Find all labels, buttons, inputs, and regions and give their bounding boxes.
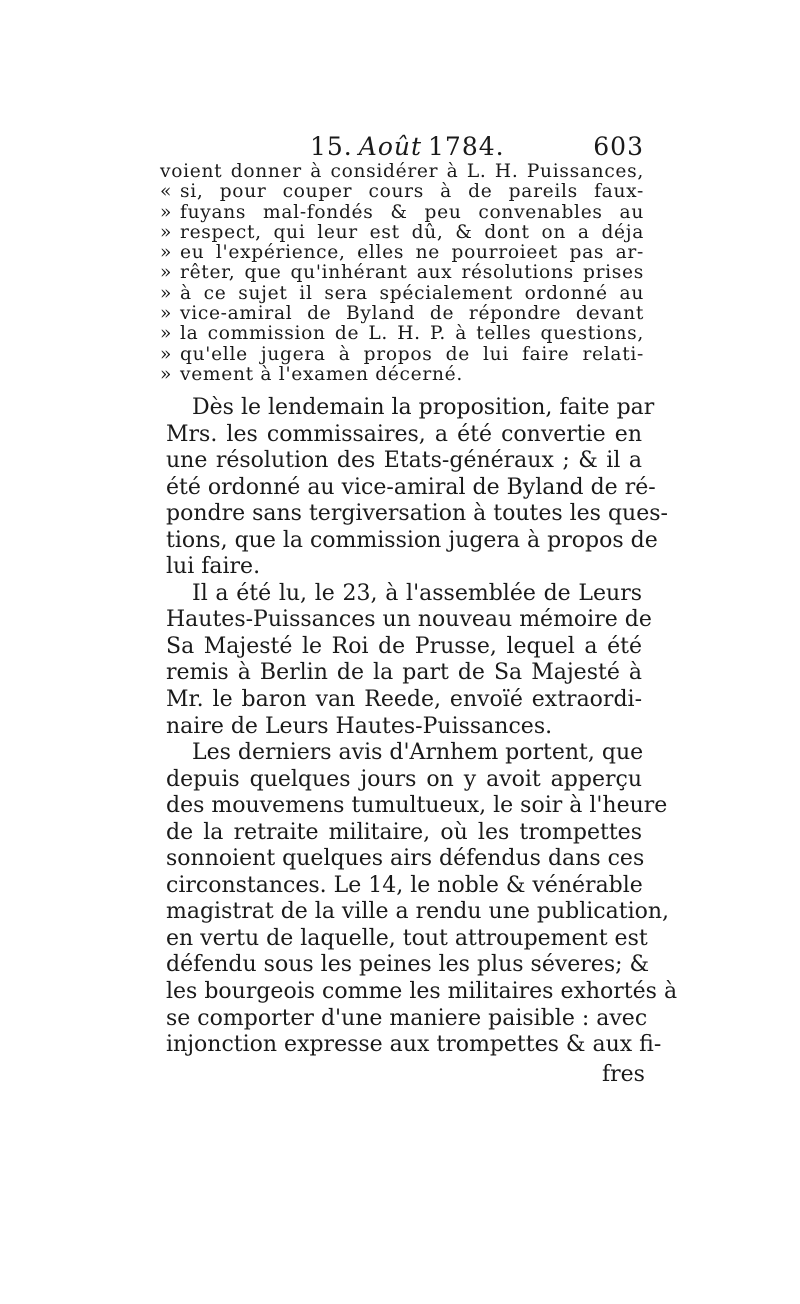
quote-line (160, 223, 644, 243)
quote-line (160, 304, 644, 324)
body-line: pondre sans tergiversation à toutes les ques- (166, 501, 668, 527)
quote-line (160, 243, 644, 263)
quote-mark: » (160, 221, 173, 243)
header-year: 1784. (428, 132, 505, 161)
quote-line-text: rêter, que qu'inhérant aux résolutions prises (180, 262, 644, 284)
header-date (310, 132, 505, 161)
body-line: en vertu de laquelle, tout attroupement est (166, 925, 648, 951)
body-line: Sa Majesté le Roi de Prusse, lequel a été (166, 633, 642, 659)
body-line: Hautes-Puissances un nouveau mémoire de (166, 607, 652, 633)
quote-mark: » (160, 262, 173, 284)
quote-mark: » (160, 242, 173, 264)
quote-line-text: qu'elle jugera à propos de lui faire relati- (180, 343, 644, 365)
quote-mark: » (160, 363, 173, 385)
quote-line-text: à ce sujet il sera spécialement ordonné au (180, 282, 644, 304)
body-line: une résolution des Etats-généraux ; & il a (166, 448, 642, 474)
body-line: été ordonné au vice-amiral de Byland de ré- (166, 474, 656, 500)
quote-line (160, 284, 644, 304)
quote-line-text: vice-amiral de Byland de répondre devant (180, 303, 644, 325)
quote-line-text: respect, qui leur est dû, & dont on a déja (180, 221, 644, 243)
body-line: tions, que la commission jugera à propos de (166, 527, 658, 553)
quote-line (160, 182, 644, 202)
quote-line (160, 365, 644, 385)
body-line: magistrat de la ville a rendu une publication, (166, 899, 670, 925)
page-number: 603 (593, 132, 644, 161)
quote-line-text: fuyans mal-fondés & peu convenables au (180, 201, 644, 223)
body-line: se comporter d'une maniere paisible : avec (166, 1005, 648, 1031)
body-line: de la retraite militaire, où les trompettes (166, 819, 642, 845)
body-line: les bourgeois comme les militaires exhortés à (166, 979, 678, 1005)
quote-mark: » (160, 323, 173, 345)
body-line: injonction expresse aux trompettes & aux fi- (166, 1032, 662, 1058)
body-line: Mrs. les commissaires, a été convertie en (166, 421, 642, 447)
quote-mark: » (160, 282, 173, 304)
quote-line (160, 162, 644, 182)
body-line: naire de Leurs Hautes-Puissances. (166, 713, 553, 739)
body-line: Les derniers avis d'Arnhem portent, que (192, 740, 644, 766)
quote-mark: » (160, 343, 173, 365)
body-text (166, 395, 678, 1059)
quote-mark: « (160, 181, 173, 203)
header-month: Août (358, 132, 423, 161)
header-day: 15. (310, 132, 353, 161)
quote-line-text: la commission de L. H. P. à telles questions, (180, 323, 644, 345)
body-line: Il a été lu, le 23, à l'assemblée de Leurs (192, 580, 642, 606)
quote-line (160, 263, 644, 283)
body-line: Dès le lendemain la proposition, faite par (192, 395, 655, 420)
body-line: depuis quelques jours on y avoit apperçu (166, 766, 642, 792)
quote-line-text: eu l'expérience, elles ne pourroieet pas ar- (180, 242, 644, 264)
quote-mark: » (160, 201, 173, 223)
body-line: lui faire. (166, 554, 261, 580)
quote-line-text: si, pour couper cours à de pareils faux- (180, 181, 644, 203)
body-line: remis à Berlin de la part de Sa Majesté à (166, 660, 642, 686)
quote-line (160, 345, 644, 365)
body-line: défendu sous les peines les plus séveres; & (166, 952, 650, 978)
body-line: des mouvemens tumultueux, le soir à l'heure (166, 793, 668, 819)
quote-mark: » (160, 303, 173, 325)
body-line: circonstances. Le 14, le noble & vénérable (166, 872, 643, 898)
catchword: fres (602, 1062, 645, 1087)
body-line: Mr. le baron van Reede, envoïé extraordi- (166, 687, 642, 713)
body-line: sonnoient quelques airs défendus dans ces (166, 846, 645, 872)
quote-line-text: vement à l'examen décerné. (180, 363, 463, 385)
quote-line-text: voient donner à considérer à L. H. Puissances, (160, 161, 644, 182)
quote-line (160, 324, 644, 344)
quote-line (160, 203, 644, 223)
quoted-passage (160, 162, 644, 385)
